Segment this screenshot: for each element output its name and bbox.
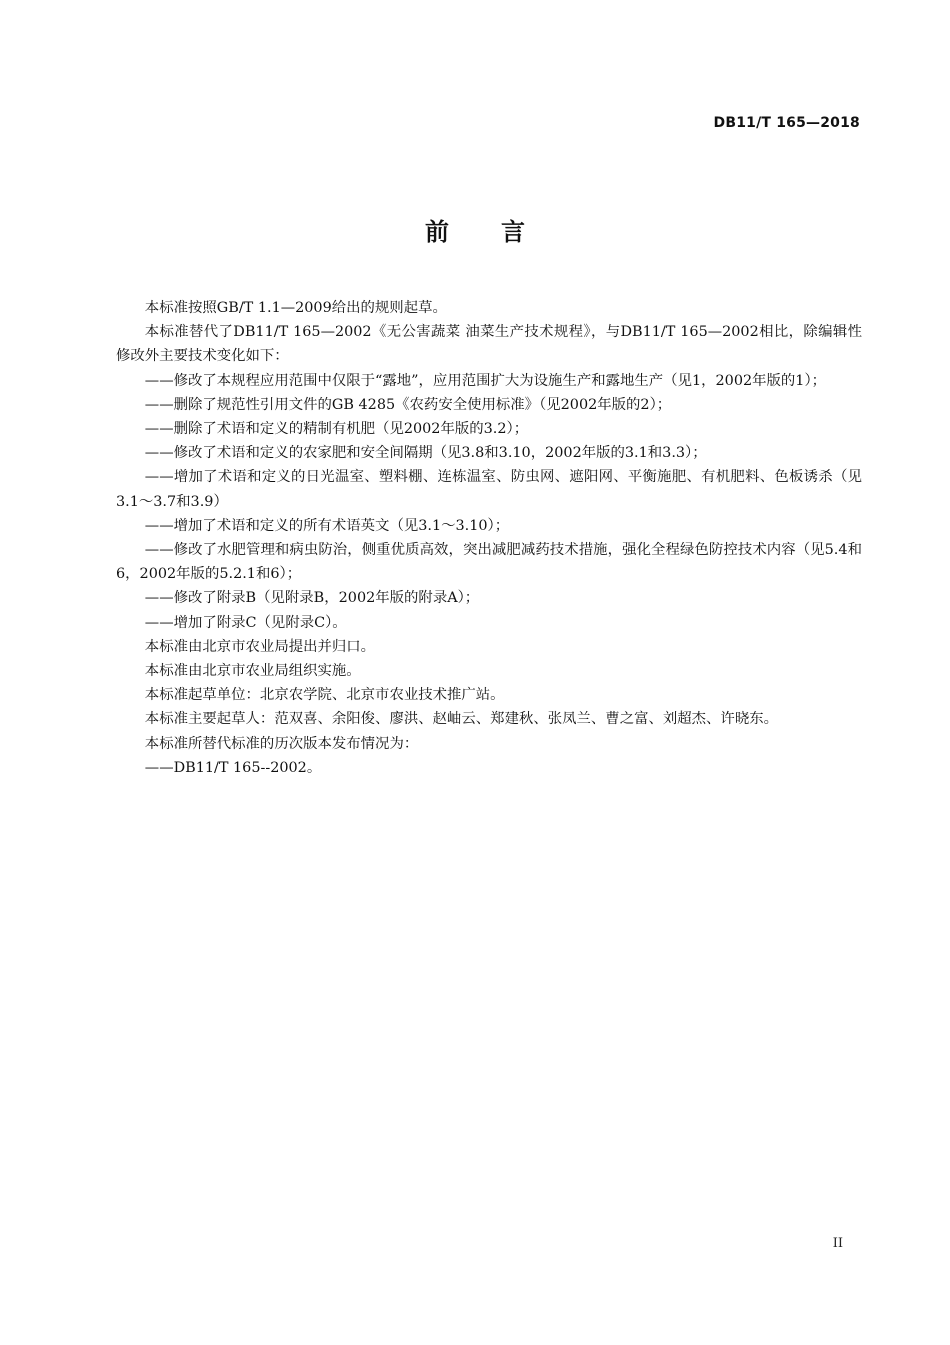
change-item-new-terms: ——增加了术语和定义的日光温室、塑料棚、连栋温室、防虫网、遮阳网、平衡施肥、有机肥料、色板诱杀（见3.1～3.7和3.9） <box>116 469 862 510</box>
change-item-farmyard-manure: ——修改了术语和定义的农家肥和安全间隔期（见3.8和3.10，2002年版的3.1和3.3）； <box>144 445 707 462</box>
paragraph-previous-editions: 本标准所替代标准的历次版本发布情况为： <box>144 735 419 752</box>
paragraph-drafting-rules: 本标准按照GB/T 1.1—2009给出的规则起草。 <box>144 300 447 316</box>
previous-edition-item: ——DB11/T 165--2002。 <box>144 759 322 776</box>
paragraph-replacement: 本标准替代了DB11/T 165—2002《无公害蔬菜 油菜生产技术规程》，与DB11/T 165—2002相比，除编辑性修改外主要技术变化如下： <box>116 324 862 365</box>
change-item-scope: ——修改了本规程应用范围中仅限于“露地”，应用范围扩大为设施生产和露地生产（见1，2002年版的1）； <box>144 372 827 389</box>
change-item-appendix-b: ——修改了附录B（见附录B，2002年版的附录A）； <box>144 590 480 607</box>
change-item-refined-organic-fertilizer: ——删除了术语和定义的精制有机肥（见2002年版的3.2）； <box>144 421 529 438</box>
change-item-normative-reference: ——删除了规范性引用文件的GB 4285《农药安全使用标准》（见2002年版的2）； <box>144 396 672 413</box>
paragraph-implemented-by: 本标准由北京市农业局组织实施。 <box>144 663 361 680</box>
change-item-english-terms: ——增加了术语和定义的所有术语英文（见3.1～3.10）； <box>144 517 510 534</box>
page-title: 前言 <box>425 218 577 246</box>
page-number: II <box>832 1236 843 1251</box>
paragraph-proposed-by: 本标准由北京市农业局提出并归口。 <box>144 638 376 655</box>
change-item-water-fertilizer: ——修改了水肥管理和病虫防治，侧重优质高效，突出减肥减药技术措施，强化全程绿色防控技术内容（见5.4和6，2002年版的5.2.1和6）； <box>116 542 862 583</box>
foreword-body <box>116 296 862 780</box>
document-code: DB11/T 165—2018 <box>713 115 860 131</box>
paragraph-drafters: 本标准主要起草人：范双喜、余阳俊、廖洪、赵岫云、郑建秋、张凤兰、曹之富、刘超杰、许晓东。 <box>144 711 778 728</box>
change-item-appendix-c: ——增加了附录C（见附录C）。 <box>144 614 347 631</box>
paragraph-drafting-units: 本标准起草单位：北京农学院、北京市农业技术推广站。 <box>144 687 505 704</box>
